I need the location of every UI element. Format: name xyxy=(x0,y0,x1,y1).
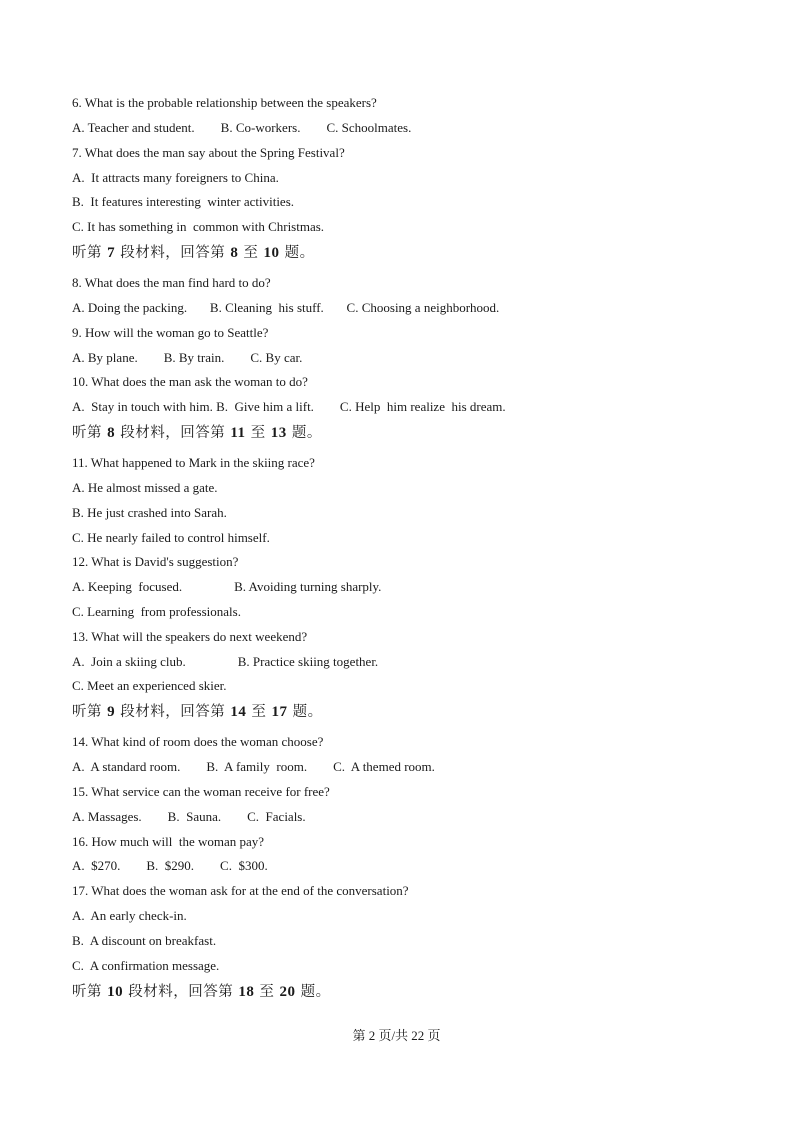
question-13-stem: 13. What will the speakers do next weekend? xyxy=(72,629,308,644)
question-7-option-a: A. It attracts many foreigners to China. xyxy=(72,170,279,185)
question-9-options: A. By plane. B. By train. C. By car. xyxy=(72,350,303,365)
section-header-8: 听第 8 段材料，回答第 11 至 13 题。 xyxy=(72,425,322,441)
question-13-options-ab: A. Join a skiing club. B. Practice skiing together. xyxy=(72,654,379,669)
question-6-options: A. Teacher and student. B. Co-workers. C. Schoolmates. xyxy=(72,120,412,135)
question-17-option-c: C. A confirmation message. xyxy=(72,958,220,973)
question-14-stem: 14. What kind of room does the woman choose? xyxy=(72,734,324,749)
question-8-options: A. Doing the packing. B. Cleaning his stuff. C. Choosing a neighborhood. xyxy=(72,300,500,315)
question-6-stem: 6. What is the probable relationship between the speakers? xyxy=(72,95,377,110)
question-11-option-c: C. He nearly failed to control himself. xyxy=(72,530,270,545)
question-11-stem: 11. What happened to Mark in the skiing race? xyxy=(72,455,315,470)
question-8-stem: 8. What does the man find hard to do? xyxy=(72,275,271,290)
question-12-options-ab: A. Keeping focused. B. Avoiding turning sharply. xyxy=(72,579,382,594)
question-14-options: A. A standard room. B. A family room. C. A themed room. xyxy=(72,759,435,774)
question-12-stem: 12. What is David's suggestion? xyxy=(72,554,239,569)
question-15-stem: 15. What service can the woman receive for free? xyxy=(72,784,330,799)
page-footer: 第 2 页/共 22 页 xyxy=(352,1028,441,1043)
question-11-option-b: B. He just crashed into Sarah. xyxy=(72,505,227,520)
question-10-options: A. Stay in touch with him. B. Give him a lift. C. Help him realize his dream. xyxy=(72,399,506,414)
question-7-stem: 7. What does the man say about the Spring Festival? xyxy=(72,145,345,160)
section-header-7: 听第 7 段材料，回答第 8 至 10 题。 xyxy=(72,245,315,261)
question-17-stem: 17. What does the woman ask for at the end of the conversation? xyxy=(72,883,409,898)
question-10-stem: 10. What does the man ask the woman to do? xyxy=(72,374,308,389)
section-header-10: 听第 10 段材料，回答第 18 至 20 题。 xyxy=(72,984,331,1000)
question-7-option-b: B. It features interesting winter activities. xyxy=(72,194,295,209)
question-12-option-c: C. Learning from professionals. xyxy=(72,604,241,619)
question-9-stem: 9. How will the woman go to Seattle? xyxy=(72,325,269,340)
question-13-option-c: C. Meet an experienced skier. xyxy=(72,678,227,693)
question-17-option-b: B. A discount on breakfast. xyxy=(72,933,217,948)
question-16-stem: 16. How much will the woman pay? xyxy=(72,834,265,849)
question-7-option-c: C. It has something in common with Christmas. xyxy=(72,219,325,234)
question-15-options: A. Massages. B. Sauna. C. Facials. xyxy=(72,809,306,824)
question-11-option-a: A. He almost missed a gate. xyxy=(72,480,218,495)
question-16-options: A. $270. B. $290. C. $300. xyxy=(72,858,268,873)
question-17-option-a: A. An early check-in. xyxy=(72,908,187,923)
section-header-9: 听第 9 段材料，回答第 14 至 17 题。 xyxy=(72,704,323,720)
